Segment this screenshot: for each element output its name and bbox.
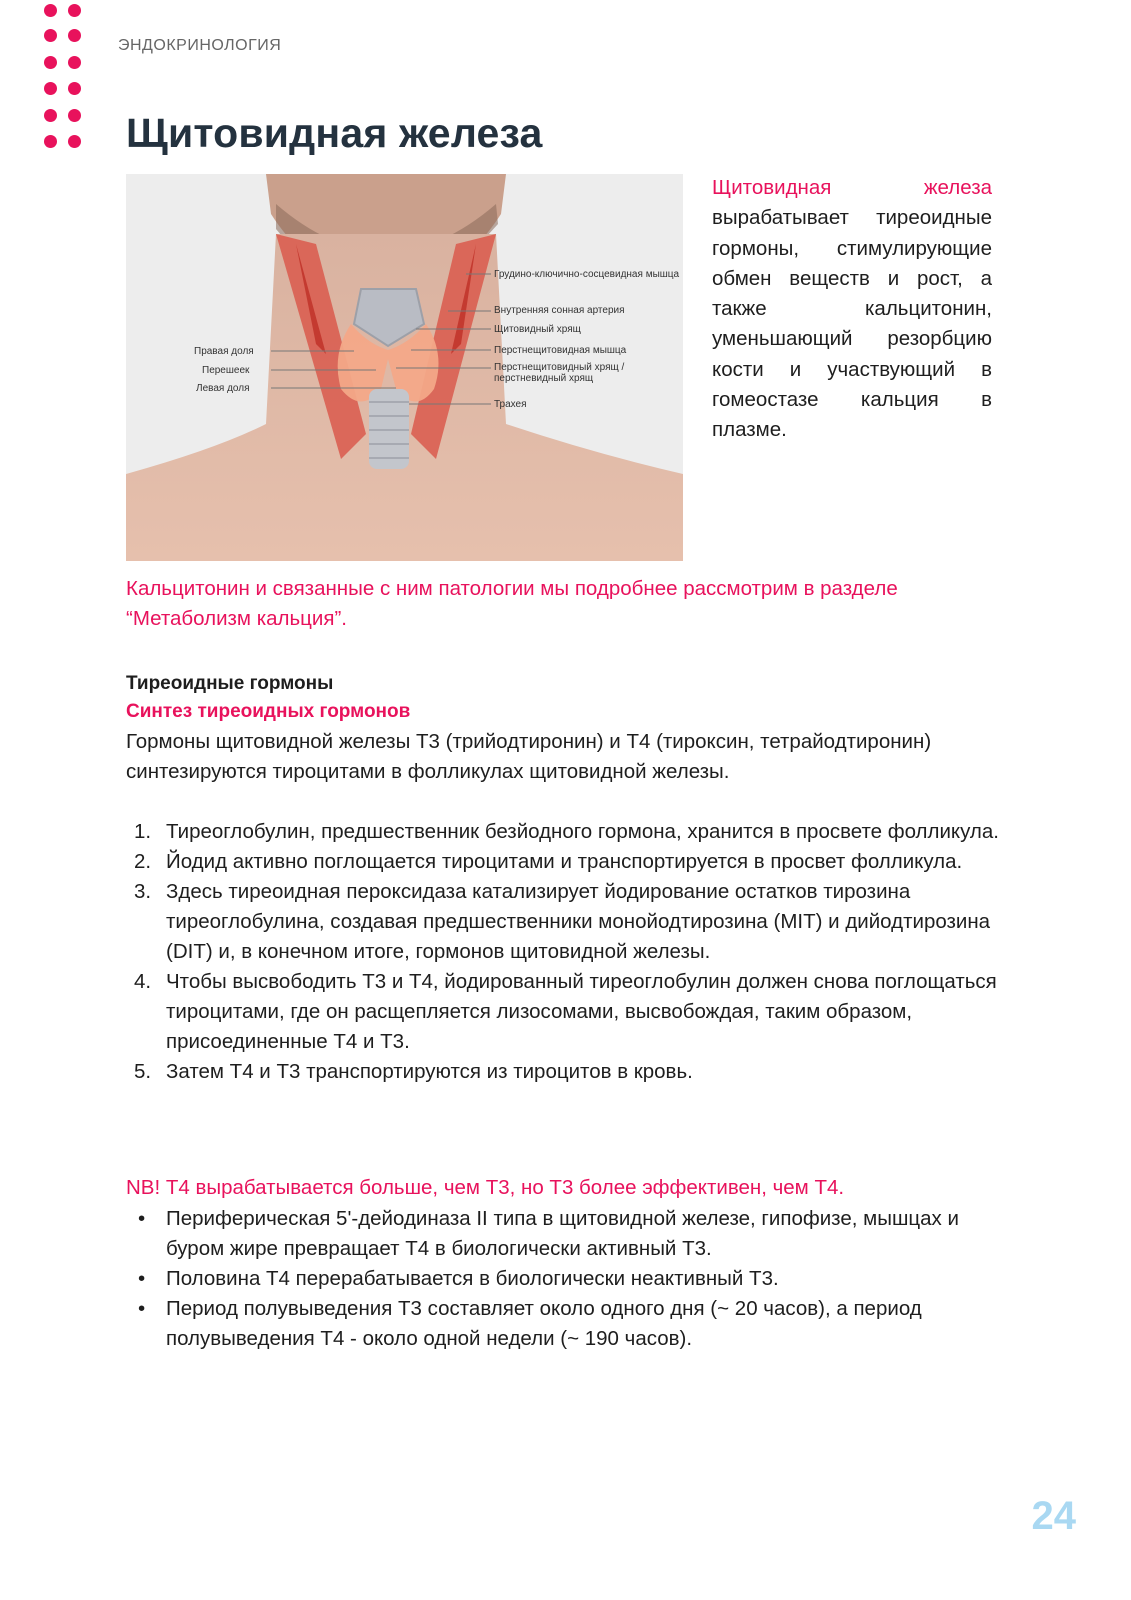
label-thyroid-cartilage: Щитовидный хрящ <box>494 324 581 335</box>
section-heading: Тиреоидные гормоны <box>126 673 334 694</box>
list-item-text: Чтобы высвободить Т3 и Т4, йодированный тиреоглобулин должен снова поглощаться тироцитами, где он расщепляется лизосомами, высвобождая, таким образом, присоединенные Т4 и Т3. <box>166 970 997 1053</box>
thyroid-anatomy-illustration <box>126 174 683 561</box>
list-item-number: 2. <box>134 850 152 873</box>
page-number: 24 <box>1031 1494 1076 1538</box>
bullet-text: Период полувыведения Т3 составляет около одного дня (~ 20 часов), а период полувыведения Т4 - около одной недели (~ 190 часов). <box>166 1297 922 1350</box>
section-subheading: Синтез тиреоидных гормонов <box>126 701 411 722</box>
list-item-number: 1. <box>134 820 152 843</box>
list-item <box>126 877 1006 967</box>
bullet-item <box>126 1204 1006 1264</box>
section-label: ЭНДОКРИНОЛОГИЯ <box>118 37 282 54</box>
page-title: Щитовидная железа <box>126 110 543 156</box>
label-carotid-artery: Внутренняя сонная артерия <box>494 305 625 316</box>
label-trachea: Трахея <box>494 399 527 410</box>
list-item <box>126 847 1006 877</box>
label-left-lobe: Левая доля <box>196 383 250 394</box>
bullet-marker: • <box>138 1207 146 1230</box>
label-cricothyroid-cartilage: Перстнещитовидный хрящ / перстневидный хрящ <box>494 362 625 384</box>
thyroid-description <box>712 173 992 446</box>
list-item-text: Тиреоглобулин, предшественник безйодного гормона, хранится в просвете фолликула. <box>166 820 999 843</box>
bullet-marker: • <box>138 1267 146 1290</box>
list-item-number: 5. <box>134 1060 152 1083</box>
label-right-lobe: Правая доля <box>194 346 254 357</box>
list-item <box>126 1057 1006 1087</box>
list-item-text: Здесь тиреоидная пероксидаза катализирует йодирование остатков тирозина тиреоглобулина, создавая предшественники монойодтирозина (MIT) и дийодтирозина (DIT) и, в конечном итоге, гормонов щитовидной железы. <box>166 880 991 963</box>
hormone-facts-list <box>126 1204 1006 1354</box>
list-item-text: Затем Т4 и Т3 транспортируются из тироцитов в кровь. <box>166 1060 693 1083</box>
bullet-text: Периферическая 5'-дейодиназа II типа в щитовидной железе, гипофизе, мышцах и буром жире превращает Т4 в биологически активный Т3. <box>166 1207 959 1260</box>
bullet-item <box>126 1264 1006 1294</box>
list-item <box>126 817 1006 847</box>
list-item-text: Йодид активно поглощается тироцитами и транспортируется в просвет фолликула. <box>166 850 963 873</box>
bullet-item <box>126 1294 1006 1354</box>
synthesis-steps <box>126 817 1006 1087</box>
list-item-number: 4. <box>134 970 152 993</box>
calcitonin-note: Кальцитонин и связанные с ним патологии мы подробнее рассмотрим в разделе “Метаболизм кальция”. <box>126 577 898 630</box>
thyroid-description-text: вырабатывает тиреоидные гормоны, стимулирующие обмен веществ и рост, а также кальцитонин, уменьшающий резорбцию кости и участвующий в гомеостазе кальция в плазме. <box>712 206 992 442</box>
thyroid-term: Щитовидная железа <box>712 176 992 199</box>
label-sternocleidomastoid: Грудино-ключично-сосцевидная мышца <box>494 269 680 280</box>
bullet-text: Половина Т4 перерабатывается в биологически неактивный Т3. <box>166 1267 779 1290</box>
bullet-marker: • <box>138 1297 146 1320</box>
list-item <box>126 967 1006 1057</box>
nb-note: NB! Т4 вырабатывается больше, чем Т3, но Т3 более эффективен, чем Т4. <box>126 1176 845 1199</box>
list-item-number: 3. <box>134 880 152 903</box>
label-cricothyroid-muscle: Перстнещитовидная мышца <box>494 345 627 356</box>
label-isthmus: Перешеек <box>202 365 250 376</box>
synthesis-intro: Гормоны щитовидной железы Т3 (трийодтиронин) и Т4 (тироксин, тетрайодтиронин) синтезируются тироцитами в фолликулах щитовидной железы. <box>126 730 932 783</box>
decorative-dots <box>38 0 86 150</box>
